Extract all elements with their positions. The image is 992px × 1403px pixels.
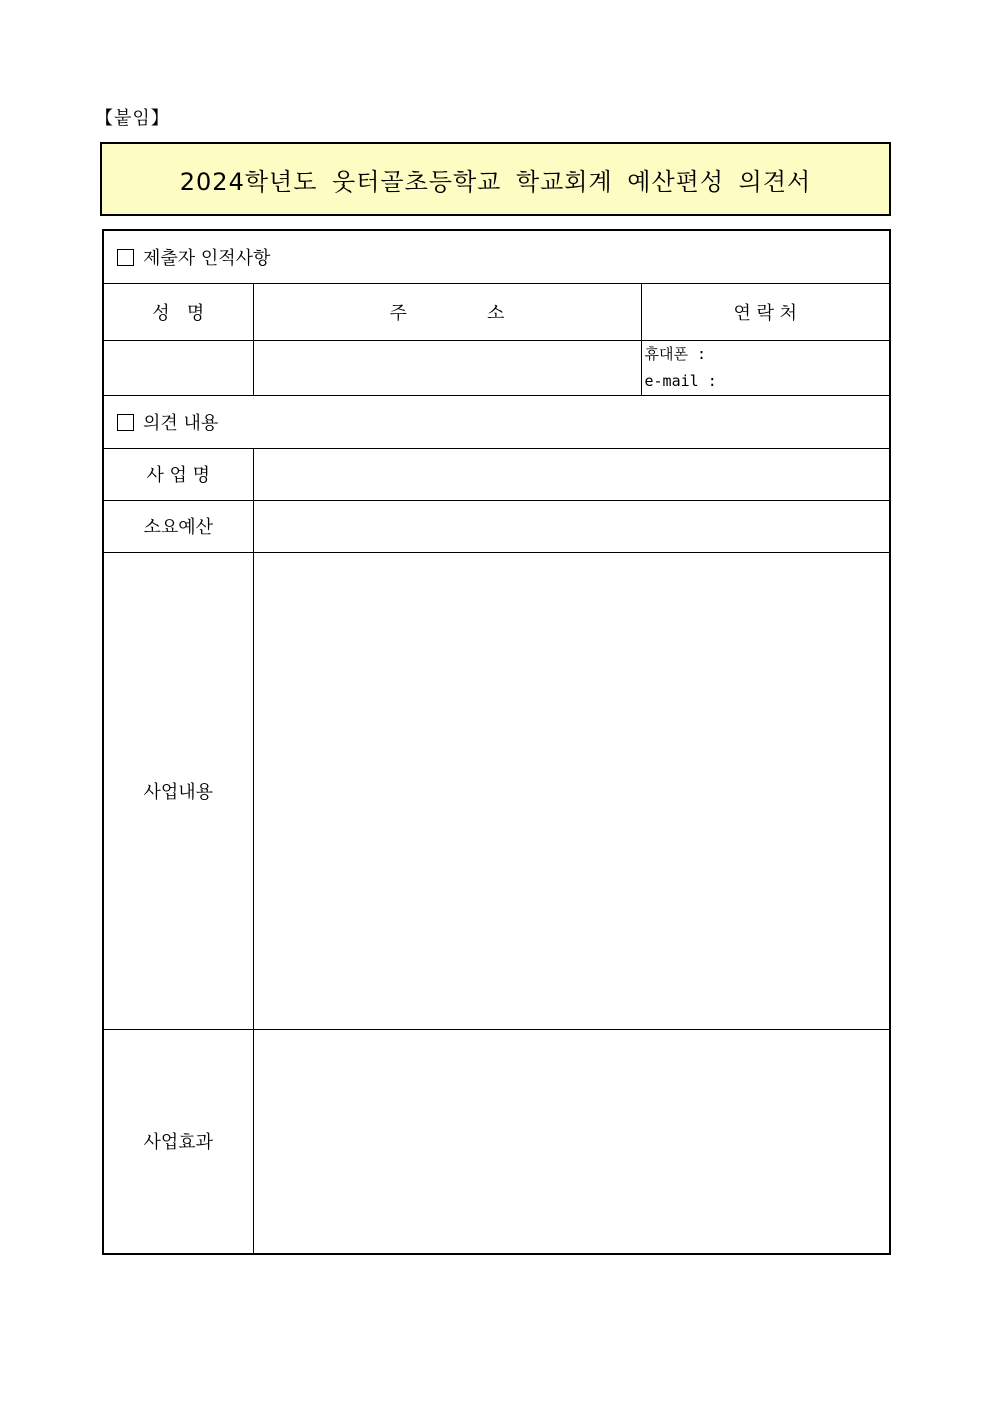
opinion-form-table <box>102 229 891 1255</box>
applicant-data-row <box>103 340 890 395</box>
project-name-row <box>103 448 890 500</box>
project-effect-field[interactable] <box>253 1029 890 1254</box>
project-name-field[interactable] <box>253 448 890 500</box>
section1-heading-cell <box>103 230 890 283</box>
budget-field[interactable] <box>253 500 890 552</box>
section2-heading: 의견 내용 <box>143 412 219 434</box>
name-column-header: 성 명 <box>103 283 253 340</box>
project-content-row <box>103 552 890 1029</box>
address-field[interactable] <box>253 340 641 395</box>
budget-label: 소요예산 <box>103 500 253 552</box>
applicant-header-row <box>103 283 890 340</box>
section1-heading-row <box>103 230 890 283</box>
project-name-label: 사 업 명 <box>103 448 253 500</box>
project-effect-label: 사업효과 <box>103 1029 253 1254</box>
address-column-header: 주 소 <box>253 283 641 340</box>
section2-heading-cell <box>103 395 890 448</box>
project-effect-row <box>103 1029 890 1254</box>
document-title-text: 2024학년도 웃터골초등학교 학교회계 예산편성 의견서 <box>179 167 812 196</box>
project-content-field[interactable] <box>253 552 890 1029</box>
project-content-label: 사업내용 <box>103 552 253 1029</box>
contact-column-header: 연 락 처 <box>641 283 890 340</box>
attachment-label: 【붙임】 <box>95 108 170 129</box>
section1-heading: 제출자 인적사항 <box>143 247 271 269</box>
checkbox-icon <box>117 249 134 266</box>
checkbox-icon <box>117 414 134 431</box>
document-title <box>100 142 891 216</box>
phone-label: 휴대폰 : <box>644 344 707 363</box>
email-label: e-mail : <box>644 371 717 390</box>
section2-heading-row <box>103 395 890 448</box>
name-field[interactable] <box>103 340 253 395</box>
contact-field[interactable] <box>641 340 890 395</box>
budget-row <box>103 500 890 552</box>
